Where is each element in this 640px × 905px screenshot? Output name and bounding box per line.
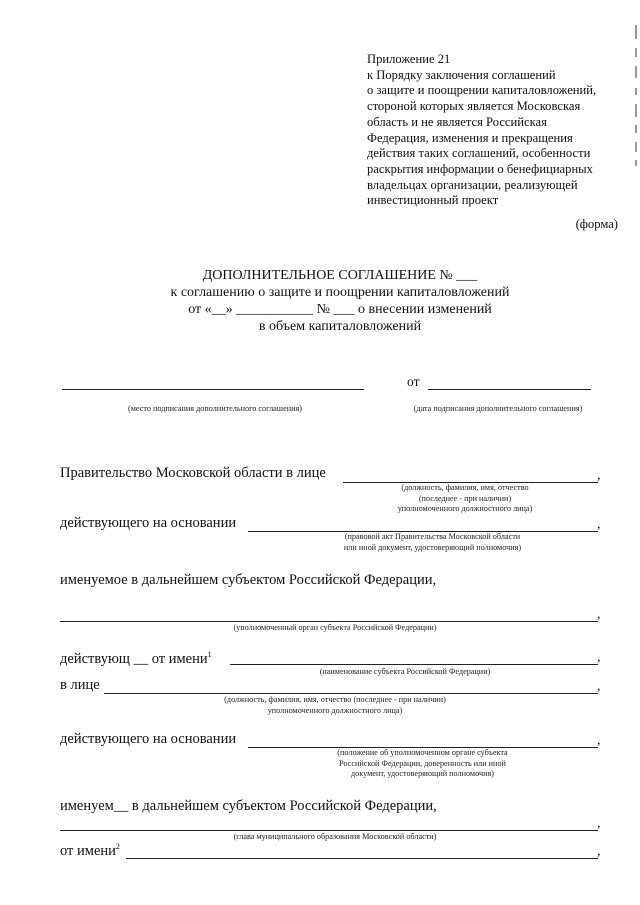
- basis1-label: действующего на основании: [60, 515, 237, 531]
- appendix-line: область и не является Российская: [367, 114, 547, 129]
- acting-label: [60, 650, 212, 668]
- place-caption: (место подписания дополнительного соглашения): [128, 404, 302, 413]
- basis2-label: действующего на основании: [60, 731, 237, 747]
- subject-name-caption: (наименование субъекта Российской Федерации): [319, 667, 491, 676]
- basis1-caption: [305, 532, 560, 553]
- appendix-line: Федерация, изменения и прекращения: [367, 130, 573, 145]
- comma: ,: [597, 607, 601, 622]
- municipality-head-line[interactable]: [60, 830, 598, 831]
- caption-line: или иной документ, удостоверяющий полномочия): [343, 542, 522, 552]
- title-line-2: к соглашению о защите и поощрении капиталовложений: [170, 285, 510, 300]
- document-title: ДОПОЛНИТЕЛЬНОЕ СОГЛАШЕНИЕ № ___: [202, 268, 478, 283]
- caption-line: (должность, фамилия, имя, отчество: [401, 483, 529, 492]
- appendix-line: действия таких соглашений, особенности: [367, 146, 591, 161]
- gov-caption: [370, 483, 560, 515]
- caption-line: уполномоченного должностного лица): [397, 504, 533, 514]
- head-caption: (глава муниципального образования Московской области): [233, 832, 437, 841]
- title-line-3: от «__» ___________ № ___ о внесении изменений: [188, 302, 492, 317]
- comma: ,: [597, 517, 601, 532]
- caption-line: (должность, фамилия, имя, отчество (последнее - при наличии): [224, 695, 446, 704]
- footnote-1-marker: 1: [207, 650, 212, 659]
- comma: ,: [597, 650, 601, 665]
- date-ot-label: от: [407, 374, 420, 389]
- person-line[interactable]: [104, 693, 598, 694]
- appendix-line: к Порядку заключения соглашений: [367, 67, 556, 82]
- caption-line: уполномоченного должностного лица): [267, 705, 403, 715]
- footnote-2-marker: 2: [115, 842, 120, 851]
- gov-label: Правительство Московской области в лице: [60, 465, 326, 481]
- appendix-line: стороной которых является Московская: [367, 99, 581, 114]
- scan-edge-marks: [632, 0, 640, 905]
- person-label: в лице: [60, 677, 100, 693]
- person-caption: [185, 695, 485, 716]
- onbehalf-label-text: от имени: [60, 842, 116, 859]
- appendix-line: владельцах организации, реализующей: [367, 177, 578, 192]
- organ-line[interactable]: [60, 621, 598, 622]
- caption-line: (положение об уполномоченном органе субъекта: [337, 748, 508, 757]
- onbehalf-label: [60, 842, 120, 860]
- form-label: (форма): [575, 217, 618, 231]
- title-line-4: в объем капиталовложений: [258, 319, 422, 334]
- named2-label: именуем__ в дальнейшем субъектом Российской Федерации,: [60, 798, 437, 814]
- appendix-line: о защите и поощрении капиталовложений,: [367, 83, 597, 98]
- comma: ,: [597, 844, 601, 859]
- caption-line: Российской Федерации, доверенность или иной: [339, 758, 506, 768]
- appendix-header: [367, 52, 632, 209]
- date-line[interactable]: [428, 389, 591, 390]
- place-line[interactable]: [62, 389, 364, 390]
- date-caption: (дата подписания дополнительного соглашения): [413, 404, 583, 413]
- appendix-line: инвестиционный проект: [367, 193, 499, 208]
- appendix-line: раскрытия информации о бенефициарных: [367, 161, 593, 176]
- comma: ,: [597, 733, 601, 748]
- named1-label: именуемое в дальнейшем субъектом Российской Федерации,: [60, 572, 437, 588]
- basis2-caption: [305, 748, 540, 780]
- onbehalf-line[interactable]: [126, 858, 598, 859]
- caption-line: документ, удостоверяющий полномочия): [351, 769, 494, 779]
- organ-caption: (уполномоченный орган субъекта Российской Федерации): [233, 623, 437, 632]
- comma: ,: [597, 679, 601, 694]
- acting-label-text: действующ __ от имени: [60, 650, 208, 667]
- caption-line: (правовой акт Правительства Московской области: [344, 532, 521, 541]
- caption-line: (последнее - при наличии): [418, 493, 512, 503]
- comma: ,: [597, 468, 601, 483]
- comma: ,: [597, 816, 601, 831]
- appendix-line: Приложение 21: [367, 52, 451, 66]
- subject-name-line[interactable]: [230, 664, 598, 665]
